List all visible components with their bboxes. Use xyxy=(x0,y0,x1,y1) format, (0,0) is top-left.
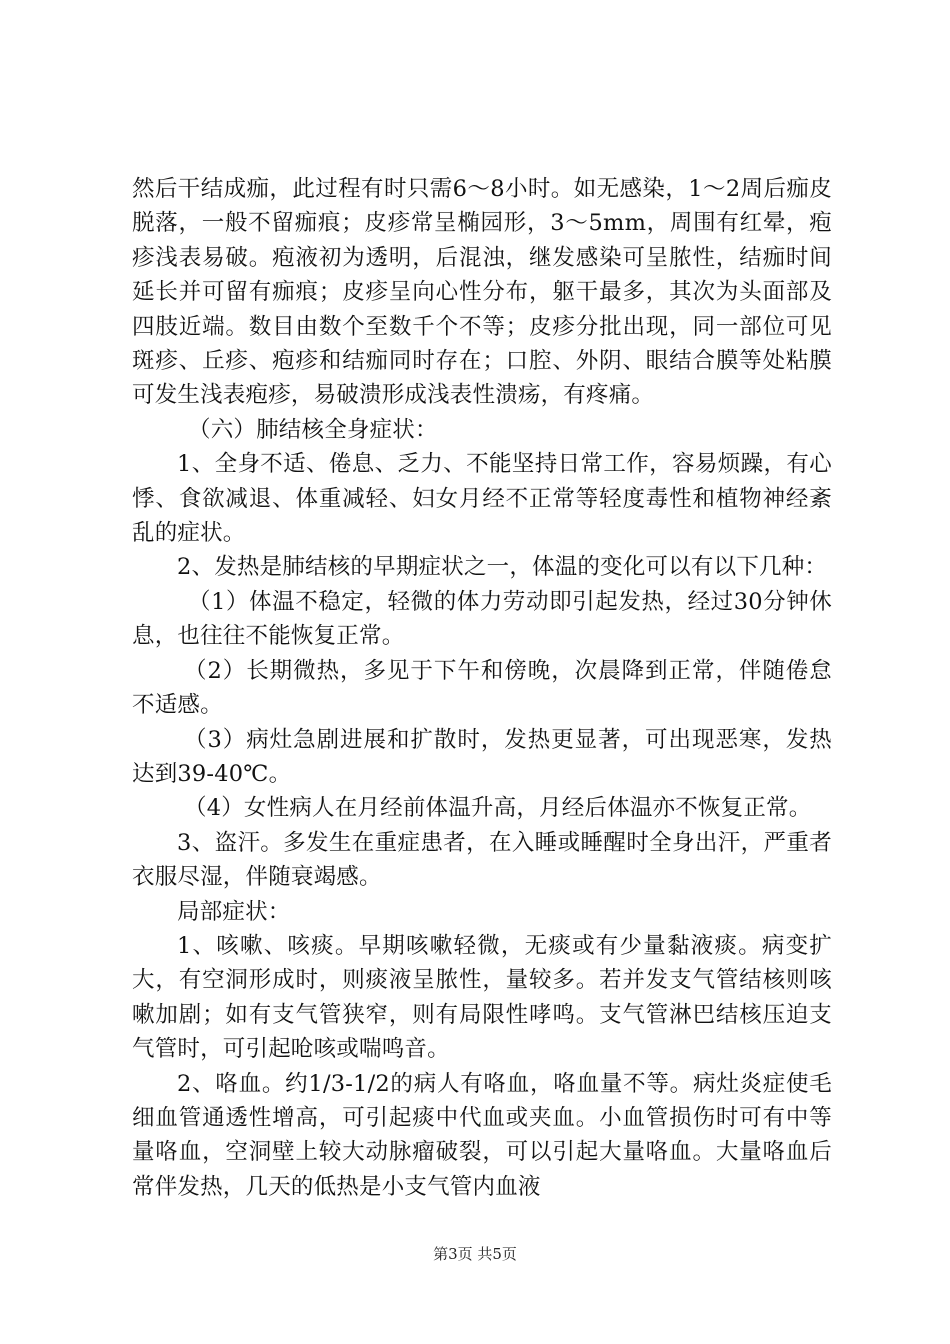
document-body xyxy=(132,172,832,1204)
list-item-fever-3: （3）病灶急剧进展和扩散时，发热更显著，可出现恶寒，发热达到39-40℃。 xyxy=(132,726,832,787)
paragraph-rash-continued: 然后干结成痂，此过程有时只需6～8小时。如无感染，1～2周后痂皮脱落，一般不留痂痕；皮疹常呈椭园形，3～5mm，周围有红晕，疱疹浅表易破。疱液初为透明，后混浊，继发感染可呈脓性，结痂时间延长并可留有痂痕；皮疹呈向心性分布，躯干最多，其次为头面部及四肢近端。数目由数个至数千个不等；皮疹分批出现，同一部位可见斑疹、丘疹、疱疹和结痂同时存在；口腔、外阴、眼结合膜等处粘膜可发生浅表疱疹，易破溃形成浅表性溃疡，有疼痛。 xyxy=(132,176,832,409)
page-footer xyxy=(0,1244,950,1264)
section-heading-tb-systemic: （六）肺结核全身症状： xyxy=(188,416,438,443)
paragraph-systemic-3: 3、盗汗。多发生在重症患者，在入睡或睡醒时全身出汗，严重者衣服尽湿，伴随衰竭感。 xyxy=(132,829,832,891)
list-item-fever-4: （4）女性病人在月经前体温升高，月经后体温亦不恢复正常。 xyxy=(184,795,812,822)
paragraph-local-2: 2、咯血。约1/3-1/2的病人有咯血，咯血量不等。病灶炎症使毛细血管通透性增高，可引起痰中代血或夹血。小血管损伤时可有中等量咯血，空洞壁上较大动脉瘤破裂，可以引起大量咯血。大量咯血后常伴发热，几天的低热是小支气管内血液 xyxy=(132,1070,832,1200)
list-item-fever-2: （2）长期微热，多见于下午和傍晚，次晨降到正常，伴随倦怠不适感。 xyxy=(132,657,832,719)
paragraph-systemic-2: 2、发热是肺结核的早期症状之一，体温的变化可以有以下几种： xyxy=(177,554,828,581)
paragraph-systemic-1: 1、全身不适、倦息、乏力、不能坚持日常工作，容易烦躁，有心悸、食欲减退、体重减轻、妇女月经不正常等轻度毒性和植物神经紊乱的症状。 xyxy=(132,451,832,547)
paragraph-local-1: 1、咳嗽、咳痰。早期咳嗽轻微，无痰或有少量黏液痰。病变扩大，有空洞形成时，则痰液呈脓性，量较多。若并发支气管结核则咳嗽加剧；如有支气管狭窄，则有局限性哮鸣。支气管淋巴结核压迫支气管时，可引起呛咳或喘鸣音。 xyxy=(132,932,832,1063)
list-item-fever-1: （1）体温不稳定，轻微的体力劳动即引起发热，经过30分钟休息，也往往不能恢复正常。 xyxy=(132,588,832,650)
page-number-label: 第3页 共5页 xyxy=(433,1245,517,1263)
section-heading-local-symptoms: 局部症状： xyxy=(177,898,291,925)
